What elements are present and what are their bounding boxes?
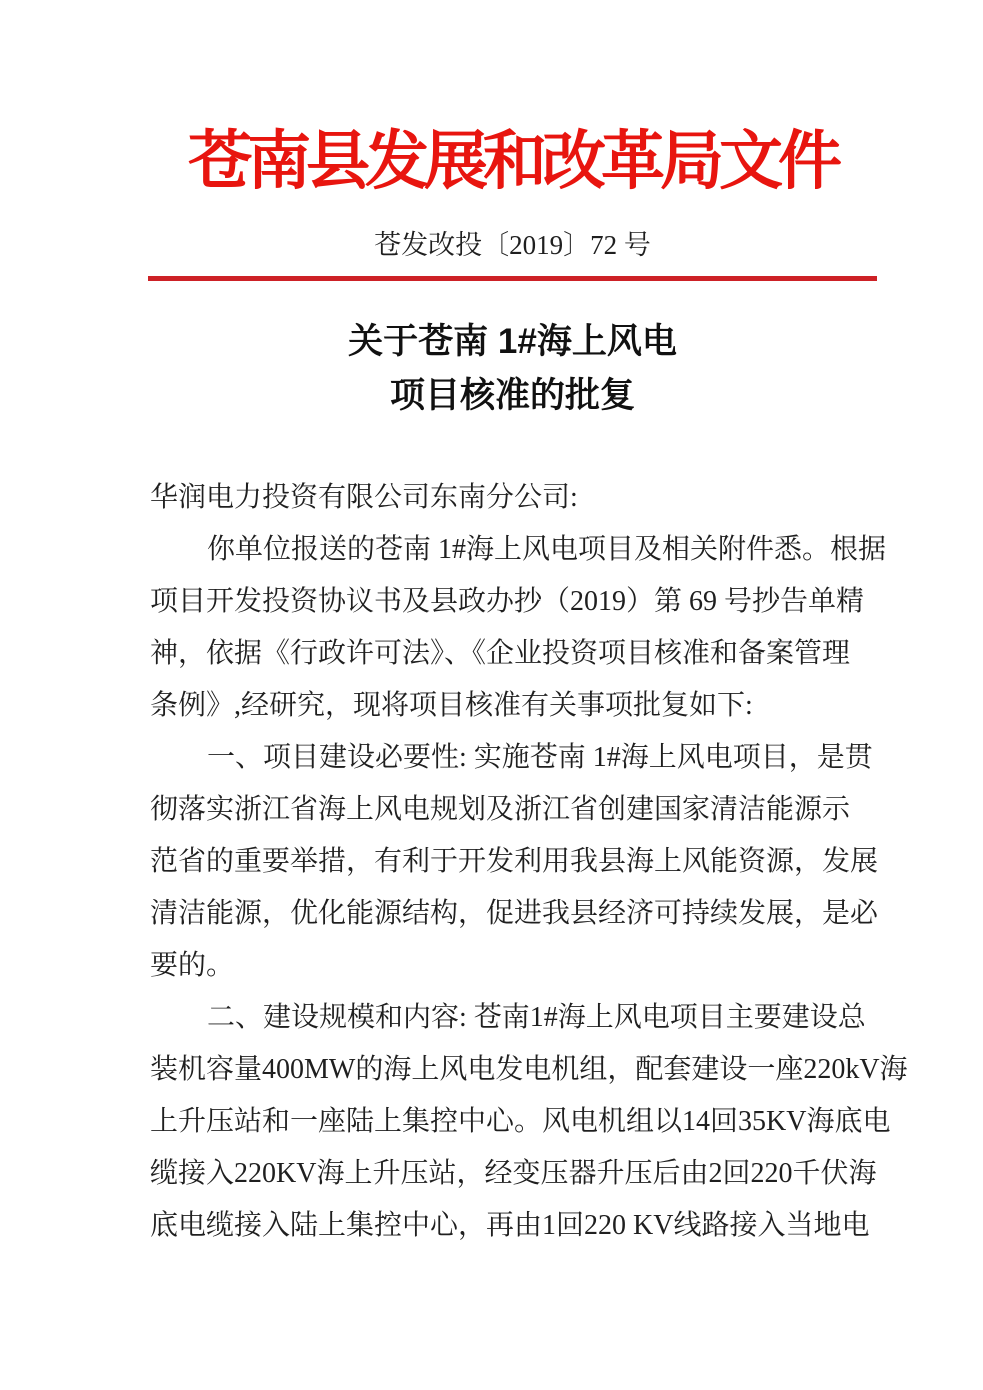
document-number: 苍发改投〔2019〕72 号 bbox=[374, 230, 651, 260]
body-line: 二、建设规模和内容: 苍南1#海上风电项目主要建设总 bbox=[207, 1002, 866, 1033]
document-body bbox=[150, 472, 908, 1252]
agency-title: 苍南县发展和改革局文件 bbox=[188, 126, 837, 197]
body-line: 神，依据《行政许可法》、《企业投资项目核准和备案管理 bbox=[150, 638, 851, 669]
body-line: 要的。 bbox=[150, 950, 235, 981]
body-line: 你单位报送的苍南 1#海上风电项目及相关附件悉。根据 bbox=[207, 534, 887, 565]
body-line: 一、项目建设必要性: 实施苍南 1#海上风电项目，是贯 bbox=[207, 742, 873, 773]
red-divider-line bbox=[148, 276, 877, 281]
document-title-line1: 关于苍南 1#海上风电 bbox=[348, 322, 677, 361]
body-line: 装机容量400MW的海上风电发电机组，配套建设一座220kV海 bbox=[150, 1054, 908, 1085]
body-line: 条例》,经研究，现将项目核准有关事项批复如下: bbox=[150, 690, 753, 721]
body-line: 范省的重要举措，有利于开发利用我县海上风能资源，发展 bbox=[150, 846, 879, 877]
body-line: 项目开发投资协议书及县政办抄（2019）第 69 号抄告单精 bbox=[150, 586, 865, 617]
body-line: 彻落实浙江省海上风电规划及浙江省创建国家清洁能源示 bbox=[150, 794, 851, 825]
body-line: 清洁能源，优化能源结构，促进我县经济可持续发展，是必 bbox=[150, 898, 879, 929]
body-line: 华润电力投资有限公司东南分公司: bbox=[150, 482, 578, 513]
body-line: 上升压站和一座陆上集控中心。风电机组以14回35KV海底电 bbox=[150, 1106, 891, 1137]
body-line: 底电缆接入陆上集控中心，再由1回220 KV线路接入当地电 bbox=[150, 1210, 870, 1241]
document-title-line2: 项目核准的批复 bbox=[389, 376, 635, 415]
document-title bbox=[148, 315, 877, 423]
body-line: 缆接入220KV海上升压站，经变压器升压后由2回220千伏海 bbox=[150, 1158, 877, 1189]
